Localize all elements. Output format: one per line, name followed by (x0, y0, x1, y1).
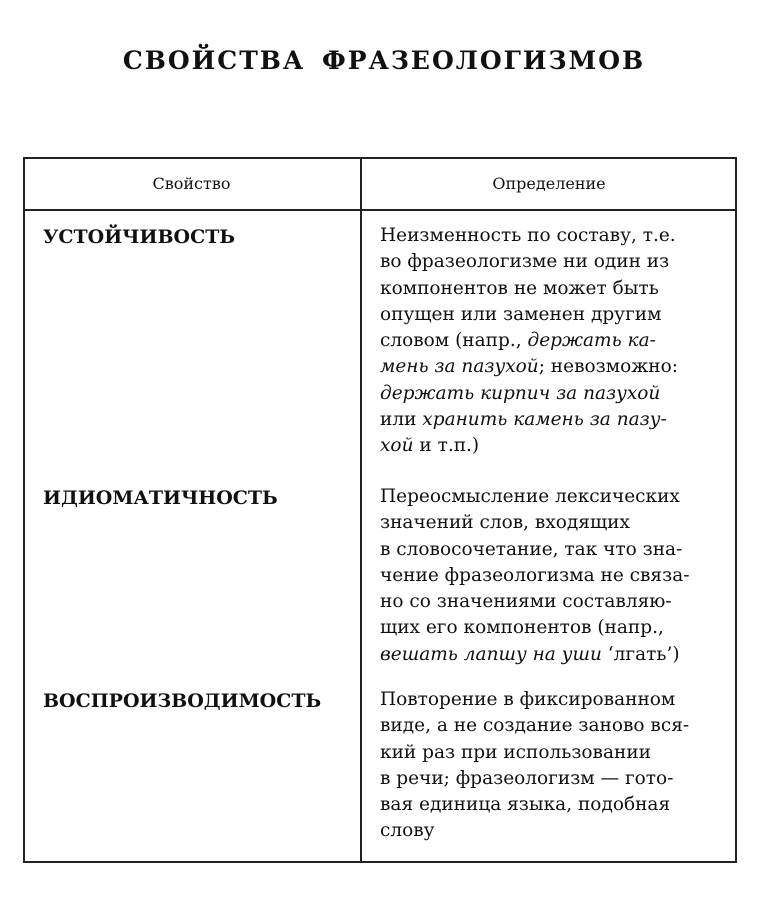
property-name-idiomaticity: ИДИОМАТИЧНОСТЬ (43, 487, 278, 509)
definition-line (380, 510, 730, 536)
definition-line (380, 276, 730, 302)
property-definition-idiomaticity (380, 484, 730, 668)
definition-text: и т.п.) (413, 435, 480, 457)
definition-line (380, 302, 730, 328)
definition-text: ‘лгать’) (601, 643, 680, 665)
definition-text: чение фразеологизма не связа- (380, 564, 690, 586)
definition-line (380, 354, 730, 380)
definition-line (380, 713, 730, 739)
definition-text: вая единица языка, подобная (380, 794, 671, 816)
example-phrase: хранить камень за пазу- (422, 409, 667, 431)
property-definition-stability (380, 223, 730, 460)
example-phrase: вешать лапшу на уши (380, 643, 602, 665)
example-phrase: держать ка- (527, 330, 656, 352)
property-name-reproducibility: ВОСПРОИЗВОДИМОСТЬ (43, 690, 322, 712)
definition-text: словом (напр., (380, 330, 528, 352)
example-phrase: мень за пазухой (380, 356, 539, 378)
definition-text: в словосочетание, так что зна- (380, 538, 683, 560)
definition-text: слову (380, 820, 435, 842)
example-phrase: хой (380, 435, 414, 457)
definition-line (380, 766, 730, 792)
definition-line (380, 792, 730, 818)
definition-text: но со значениями составляю- (380, 591, 672, 613)
definition-line (380, 484, 730, 510)
definition-line (380, 740, 730, 766)
definition-text: во фразеологизме ни один из (380, 251, 670, 273)
definition-line (380, 249, 730, 275)
definition-text: виде, а не создание заново вся- (380, 715, 690, 737)
property-definition-reproducibility (380, 687, 730, 845)
definition-line (380, 818, 730, 844)
definition-text: Неизменность по составу, т.е. (380, 225, 676, 246)
definition-line (380, 223, 730, 249)
definition-text: Повторение в фиксированном (380, 689, 676, 710)
definition-text: или (380, 409, 423, 431)
property-name-stability: УСТОЙЧИВОСТЬ (43, 226, 236, 248)
definition-line (380, 563, 730, 589)
definition-line (380, 642, 730, 668)
definition-text: компонентов не может быть (380, 277, 659, 299)
definition-text: значений слов, входящих (380, 512, 630, 534)
definition-line (380, 687, 730, 713)
example-phrase: держать кирпич за пазухой (380, 382, 661, 404)
definition-line (380, 537, 730, 563)
definition-line (380, 381, 730, 407)
definition-line (380, 407, 730, 433)
column-header-definition: Определение (492, 174, 606, 193)
definition-line (380, 328, 730, 354)
definition-text: кий раз при использовании (380, 741, 651, 763)
page-title: СВОЙСТВА ФРАЗЕОЛОГИЗМОВ (122, 46, 646, 75)
column-header-property: Свойство (152, 174, 231, 193)
definition-text: щих его компонентов (напр., (380, 617, 664, 639)
definition-text: ; невозможно: (538, 356, 678, 378)
definition-line (380, 589, 730, 615)
definition-text: в речи; фразеологизм — гото- (380, 767, 674, 789)
column-divider (360, 157, 362, 863)
definition-text: Переосмысление лексических (380, 486, 680, 507)
definition-line (380, 433, 730, 459)
header-divider (23, 209, 737, 211)
definition-text: опущен или заменен другим (380, 303, 662, 325)
definition-line (380, 615, 730, 641)
